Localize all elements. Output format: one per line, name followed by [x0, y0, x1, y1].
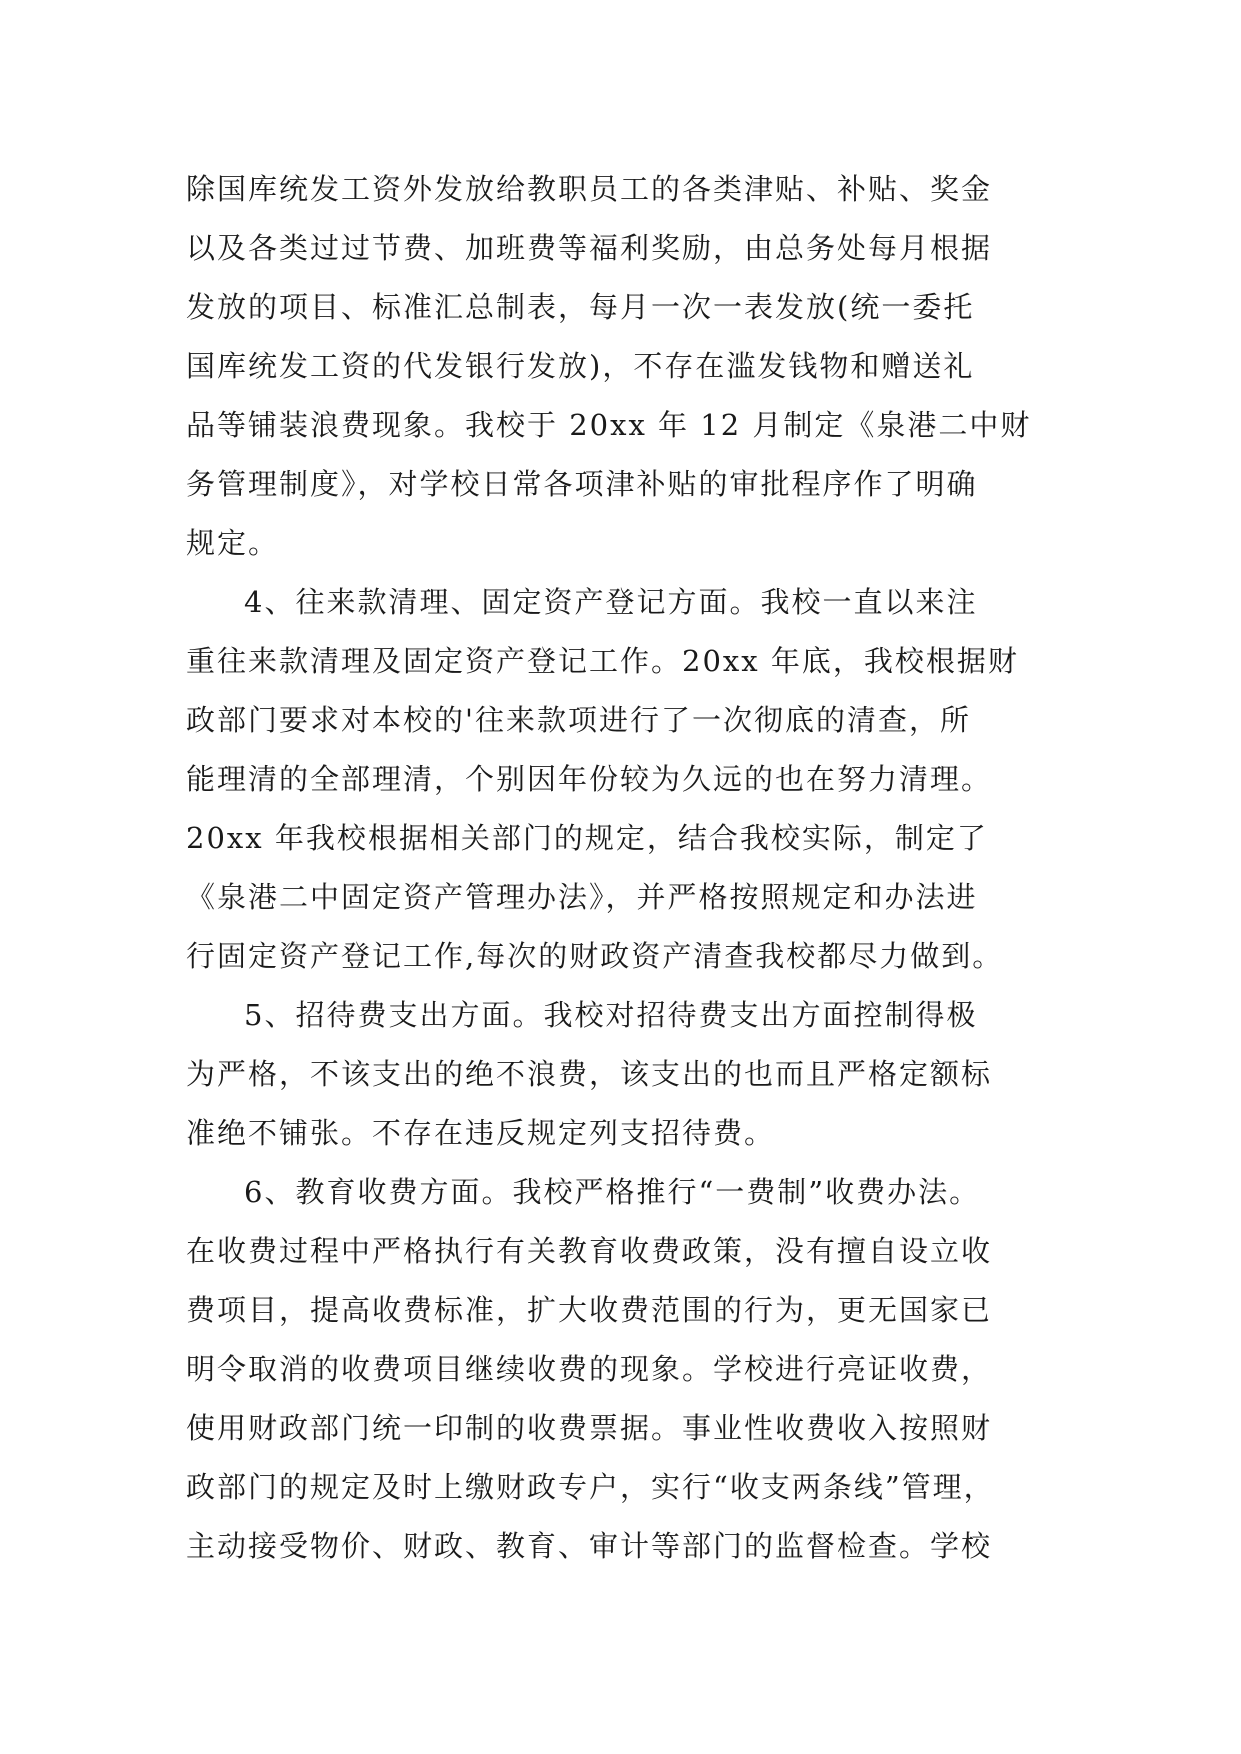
text-line: 国库统发工资的代发银行发放)，不存在滥发钱物和赠送礼 — [186, 349, 975, 383]
document-body — [186, 160, 1066, 1576]
text-line: 品等铺装浪费现象。我校于 20xx 年 12 月制定《泉港二中财 — [186, 408, 1032, 442]
text-line: 行固定资产登记工作,每次的财政资产清查我校都尽力做到。 — [186, 939, 1004, 973]
text-line: 明令取消的收费项目继续收费的现象。学校进行亮证收费， — [186, 1352, 993, 1386]
text-line: 《泉港二中固定资产管理办法》，并严格按照规定和办法进 — [186, 880, 978, 914]
text-line: 务管理制度》，对学校日常各项津补贴的审批程序作了明确 — [186, 467, 978, 501]
text-line: 为严格，不该支出的绝不浪费，该支出的也而且严格定额标 — [186, 1057, 993, 1091]
paragraph-start-line: 6、教育收费方面。我校严格推行“一费制”收费办法。 — [244, 1175, 981, 1209]
text-line: 20xx 年我校根据相关部门的规定，结合我校实际，制定了 — [186, 821, 988, 855]
text-line: 重往来款清理及固定资产登记工作。20xx 年底，我校根据财 — [186, 644, 1019, 678]
text-line: 费项目，提高收费标准，扩大收费范围的行为，更无国家已 — [186, 1293, 993, 1327]
text-line: 主动接受物价、财政、教育、审计等部门的监督检查。学校 — [186, 1529, 993, 1563]
text-line: 以及各类过过节费、加班费等福利奖励，由总务处每月根据 — [186, 231, 993, 265]
text-line: 除国库统发工资外发放给教职员工的各类津贴、补贴、奖金 — [186, 172, 993, 206]
paragraph-start-line: 5、招待费支出方面。我校对招待费支出方面控制得极 — [244, 998, 978, 1032]
text-line: 政部门的规定及时上缴财政专户，实行“收支两条线”管理， — [186, 1470, 995, 1504]
text-line: 发放的项目、标准汇总制表，每月一次一表发放(统一委托 — [186, 290, 975, 324]
text-line: 在收费过程中严格执行有关教育收费政策，没有擅自设立收 — [186, 1234, 993, 1268]
paragraph-start-line: 4、往来款清理、固定资产登记方面。我校一直以来注 — [244, 585, 978, 619]
text-line: 规定。 — [186, 526, 280, 560]
text-line: 使用财政部门统一印制的收费票据。事业性收费收入按照财 — [186, 1411, 993, 1445]
text-line: 能理清的全部理清，个别因年份较为久远的也在努力清理。 — [186, 762, 993, 796]
text-line: 准绝不铺张。不存在违反规定列支招待费。 — [186, 1116, 776, 1150]
text-line: 政部门要求对本校的'往来款项进行了一次彻底的清查，所 — [186, 703, 971, 737]
